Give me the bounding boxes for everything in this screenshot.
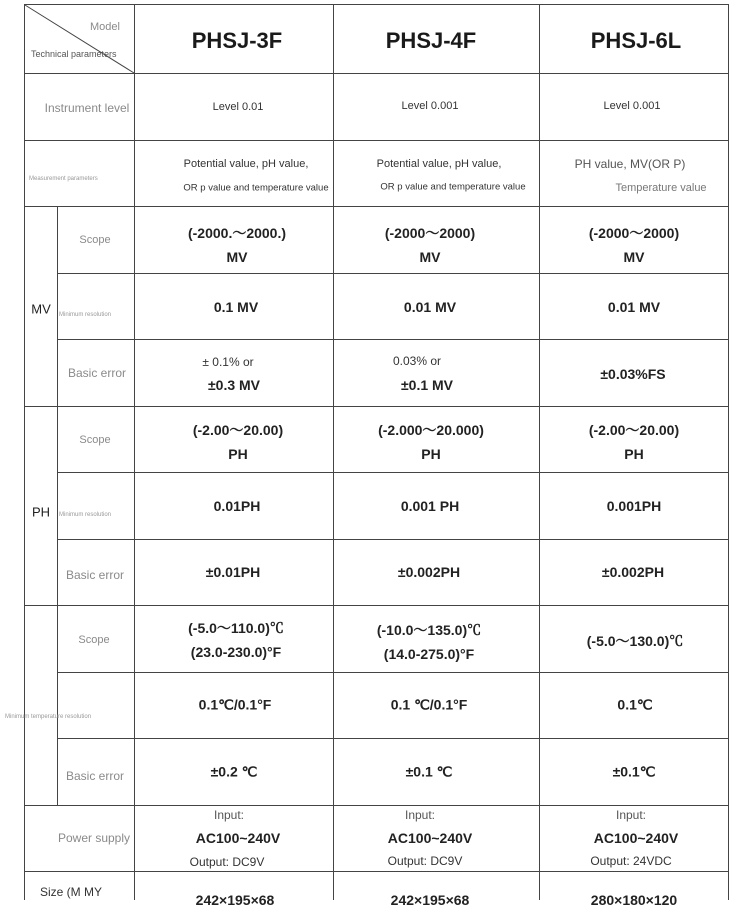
cell-value: (14.0-275.0)°F — [383, 646, 475, 662]
model-header: PHSJ-4F — [385, 28, 477, 53]
cell-value: Output: DC9V — [189, 855, 265, 869]
cell-value: AC100~240V — [195, 830, 281, 846]
cell-value: (-5.0～110.0)℃ — [188, 620, 284, 636]
row-label: Instrument level — [44, 101, 130, 115]
cell-value: 242×195×68 — [390, 892, 470, 908]
cell-value: ±0.3 MV — [207, 377, 261, 393]
cell-value: ±0.002PH — [397, 564, 461, 580]
cell-value: AC100~240V — [593, 830, 679, 846]
cell-value: Level 0.01 — [212, 101, 264, 113]
rule — [24, 871, 729, 872]
rule — [24, 406, 729, 407]
cell-value: 0.01PH — [213, 498, 261, 514]
cell-value: (-2000～2000) — [588, 225, 680, 241]
cell-value: Potential value, pH value, — [183, 158, 309, 170]
cell-value: Temperature value — [615, 182, 707, 194]
rule — [57, 672, 729, 673]
cell-value: PH value, MV(OR P) — [574, 157, 686, 171]
cell-value: 0.001PH — [606, 498, 662, 514]
cell-value: Potential value, pH value, — [376, 158, 502, 170]
cell-value: MV — [623, 249, 645, 265]
cell-value: Input: — [213, 808, 245, 822]
cell-value: PH — [421, 446, 441, 462]
cell-value: MV — [226, 249, 248, 265]
rule — [134, 4, 135, 900]
cell-value: MV — [419, 249, 441, 265]
rule — [24, 140, 729, 141]
cell-value: AC100~240V — [387, 830, 473, 846]
cell-value: Level 0.001 — [603, 100, 661, 112]
cell-value: PH — [228, 446, 248, 462]
cell-value: (-2000.～2000.) — [187, 225, 287, 241]
cell-value: (-2.000～20.000) — [378, 422, 484, 438]
rule — [24, 206, 729, 207]
cell-value: ±0.03%FS — [600, 366, 666, 382]
rule — [539, 4, 540, 900]
cell-value: 0.1 ℃/0.1°F — [390, 696, 468, 713]
cell-value: 0.1 MV — [213, 299, 259, 315]
model-header: PHSJ-6L — [590, 28, 682, 53]
cell-value: 242×195×68 — [195, 892, 275, 908]
group-label-mv: MV — [31, 301, 51, 317]
model-header: PHSJ-3F — [191, 28, 283, 53]
rule — [24, 805, 729, 806]
cell-value: (-2000～2000) — [384, 225, 476, 241]
row-label: Basic error — [65, 769, 125, 783]
cell-value: OR p value and temperature value — [183, 182, 329, 194]
header-diagonal — [24, 4, 135, 74]
cell-value: Input: — [404, 808, 436, 822]
rule — [24, 605, 729, 606]
cell-value: 280×180×120 — [590, 892, 678, 908]
cell-value: 0.01 MV — [403, 299, 457, 315]
cell-value: (23.0-230.0)°F — [190, 644, 282, 660]
rule — [333, 4, 334, 900]
cell-value: ±0.01PH — [205, 564, 261, 580]
cell-value: ±0.1 ℃ — [405, 763, 453, 780]
cell-value: 0.1℃/0.1°F — [198, 696, 272, 713]
group-label-temperature: Minimum temperature resolution — [5, 714, 92, 720]
cell-value: Level 0.001 — [401, 100, 459, 112]
row-label: Minimum resolution — [59, 312, 112, 318]
technical-parameters-label: Technical parameters — [31, 49, 117, 59]
rule — [57, 339, 729, 340]
cell-value: 0.03% or — [392, 354, 442, 368]
cell-value: ±0.2 ℃ — [210, 763, 258, 780]
cell-value: Output: 24VDC — [590, 854, 672, 868]
row-label: Basic error — [67, 366, 127, 380]
cell-value: (-2.00～20.00) — [192, 422, 284, 438]
rule — [57, 273, 729, 274]
cell-value: PH — [624, 446, 644, 462]
row-label: Scope — [78, 634, 110, 646]
cell-value: ±0.1℃ — [612, 763, 656, 780]
row-label: Scope — [79, 234, 111, 246]
row-label: Power supply — [57, 831, 131, 845]
row-label: Size (M MY — [40, 885, 103, 899]
cell-value: (-2.00～20.00) — [588, 422, 680, 438]
cell-value: 0.01 MV — [607, 299, 661, 315]
cell-value: Input: — [615, 808, 647, 822]
row-label: Basic error — [65, 568, 125, 582]
cell-value: (-5.0～130.0)℃ — [586, 633, 684, 649]
row-label: Minimum resolution — [59, 512, 112, 518]
rule — [57, 738, 729, 739]
row-label: Scope — [79, 434, 111, 446]
cell-value: 0.001 PH — [400, 498, 460, 514]
rule — [24, 4, 25, 900]
group-label-ph: PH — [31, 504, 51, 520]
cell-value: ±0.1 MV — [400, 377, 454, 393]
rule — [57, 539, 729, 540]
cell-value: ± 0.1% or — [202, 355, 254, 369]
model-label: Model — [90, 21, 120, 33]
cell-value: (-10.0～135.0)℃ — [376, 622, 482, 638]
rule — [57, 472, 729, 473]
cell-value: OR p value and temperature value — [380, 181, 526, 193]
cell-value: ±0.002PH — [601, 564, 665, 580]
cell-value: 0.1℃ — [617, 696, 653, 713]
row-label: Measurement parameters — [29, 176, 98, 182]
rule — [728, 4, 729, 900]
cell-value: Output: DC9V — [387, 854, 463, 868]
